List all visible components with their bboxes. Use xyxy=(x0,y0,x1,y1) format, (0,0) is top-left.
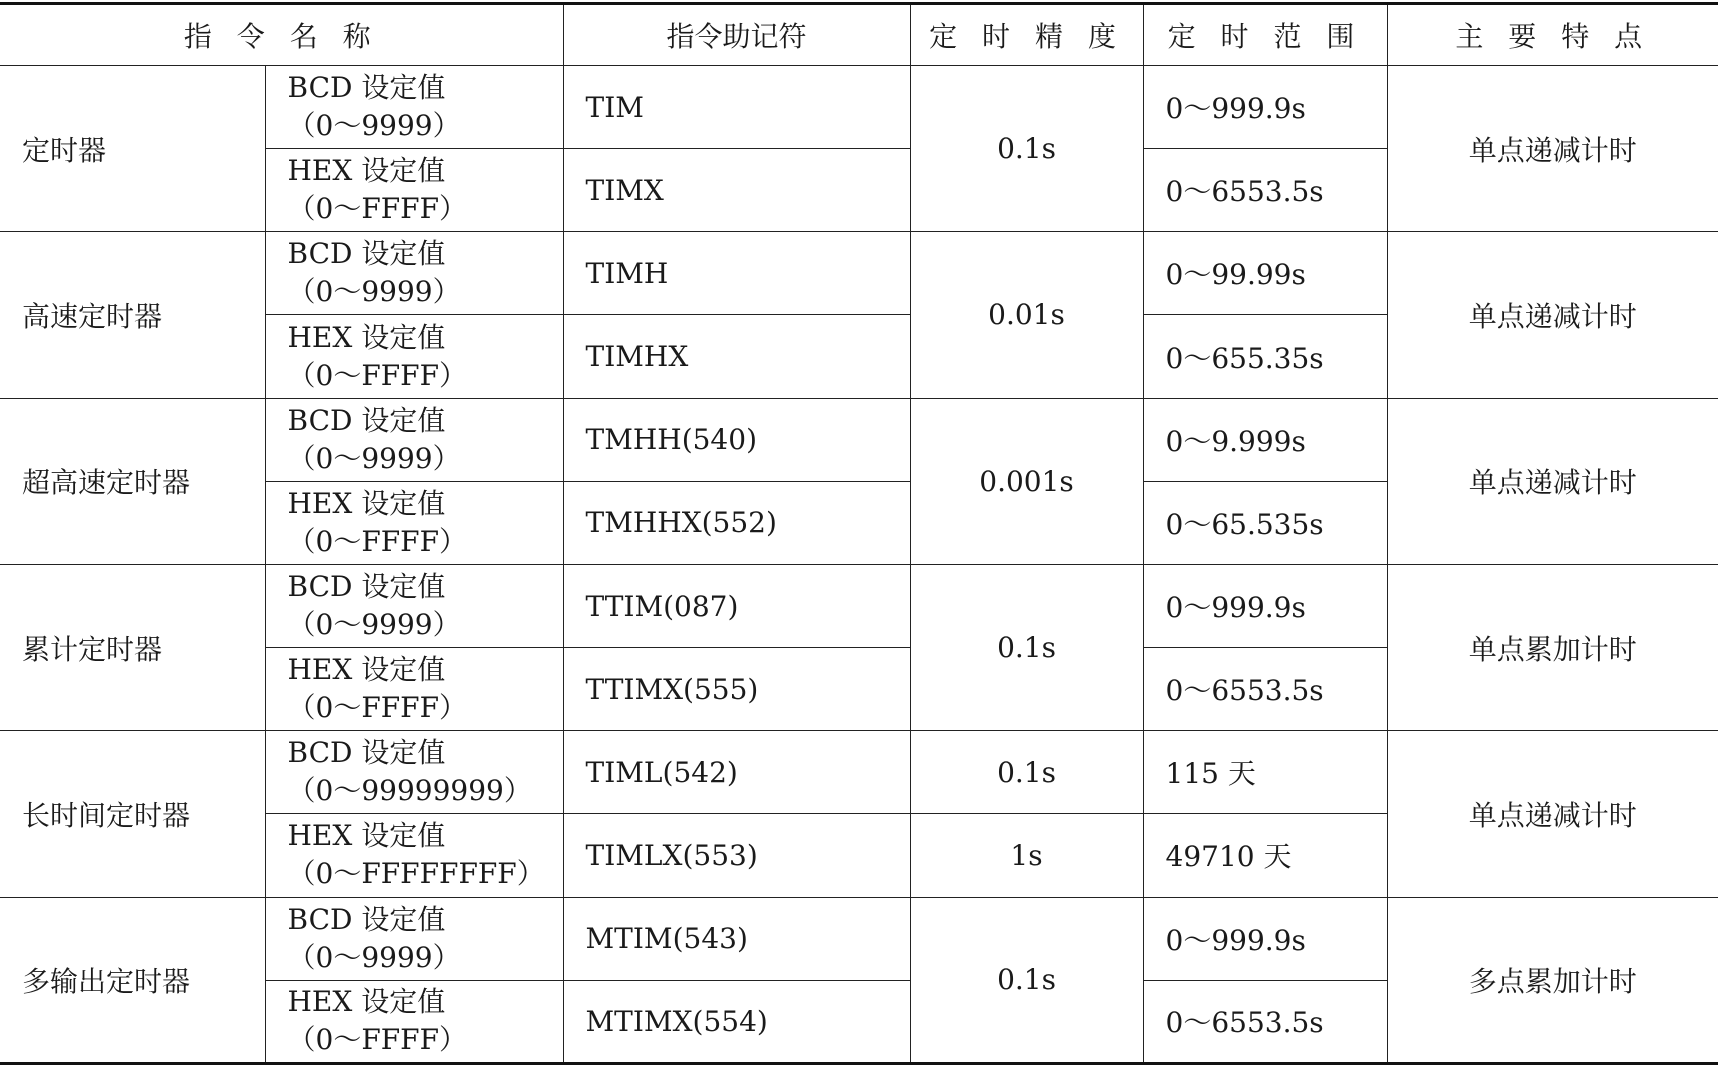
group-name: 累计定时器 xyxy=(0,564,265,730)
precision-cell: 0.1s xyxy=(910,564,1143,730)
precision-cell: 0.01s xyxy=(910,232,1143,398)
group-name: 长时间定时器 xyxy=(0,731,265,897)
table-row xyxy=(0,232,1718,315)
range-cell: 0～99.99s xyxy=(1143,232,1387,315)
mnemonic-cell: TIMHX xyxy=(563,315,910,398)
timer-instruction-table xyxy=(0,2,1718,1065)
mnemonic-cell: MTIMX(554) xyxy=(563,980,910,1063)
setting-cell xyxy=(265,648,563,731)
setting-cell xyxy=(265,149,563,232)
table-row xyxy=(0,564,1718,647)
setting-range-line: （0～9999） xyxy=(287,940,461,974)
setting-range-line: （0～9999） xyxy=(287,275,461,309)
mnemonic-cell: TIMX xyxy=(563,149,910,232)
header-precision: 定 时 精 度 xyxy=(910,4,1143,66)
precision-cell: 1s xyxy=(910,814,1143,897)
range-cell: 0～999.9s xyxy=(1143,564,1387,647)
setting-line: BCD 设定值 xyxy=(287,736,446,770)
setting-range-line: （0～FFFF） xyxy=(287,1023,468,1057)
precision-cell: 0.1s xyxy=(910,897,1143,1063)
setting-line: HEX 设定值 xyxy=(287,154,446,188)
setting-cell xyxy=(265,66,563,149)
table-header-row xyxy=(0,4,1718,66)
range-cell: 0～655.35s xyxy=(1143,315,1387,398)
setting-line: BCD 设定值 xyxy=(287,71,446,105)
header-mnemonic: 指令助记符 xyxy=(563,4,910,66)
header-range: 定 时 范 围 xyxy=(1143,4,1387,66)
group-name: 高速定时器 xyxy=(0,232,265,398)
setting-cell xyxy=(265,897,563,980)
setting-cell xyxy=(265,232,563,315)
setting-cell xyxy=(265,315,563,398)
setting-range-line: （0～99999999） xyxy=(287,774,532,808)
setting-cell xyxy=(265,814,563,897)
setting-cell xyxy=(265,731,563,814)
range-cell: 0～9.999s xyxy=(1143,398,1387,481)
feature-cell: 多点累加计时 xyxy=(1387,897,1718,1063)
setting-range-line: （0～FFFF） xyxy=(287,358,468,392)
precision-cell: 0.1s xyxy=(910,66,1143,232)
setting-line: BCD 设定值 xyxy=(287,570,446,604)
setting-range-line: （0～9999） xyxy=(287,441,461,475)
setting-line: HEX 设定值 xyxy=(287,653,446,687)
feature-cell: 单点递减计时 xyxy=(1387,66,1718,232)
mnemonic-cell: TIMLX(553) xyxy=(563,814,910,897)
mnemonic-cell: TTIM(087) xyxy=(563,564,910,647)
range-cell: 0～6553.5s xyxy=(1143,149,1387,232)
mnemonic-cell: MTIM(543) xyxy=(563,897,910,980)
group-name: 超高速定时器 xyxy=(0,398,265,564)
setting-range-line: （0～FFFF） xyxy=(287,524,468,558)
header-instruction-name: 指 令 名 称 xyxy=(0,4,563,66)
range-cell: 49710 天 xyxy=(1143,814,1387,897)
mnemonic-cell: TIM xyxy=(563,66,910,149)
table-row xyxy=(0,66,1718,149)
feature-cell: 单点递减计时 xyxy=(1387,232,1718,398)
range-cell: 0～999.9s xyxy=(1143,897,1387,980)
range-cell: 0～65.535s xyxy=(1143,481,1387,564)
setting-line: BCD 设定值 xyxy=(287,403,446,437)
feature-cell: 单点累加计时 xyxy=(1387,564,1718,730)
precision-cell: 0.001s xyxy=(910,398,1143,564)
table-row xyxy=(0,897,1718,980)
setting-cell xyxy=(265,481,563,564)
table-row xyxy=(0,398,1718,481)
setting-line: BCD 设定值 xyxy=(287,237,446,271)
mnemonic-cell: TTIMX(555) xyxy=(563,648,910,731)
mnemonic-cell: TIML(542) xyxy=(563,731,910,814)
setting-line: HEX 设定值 xyxy=(287,985,446,1019)
setting-range-line: （0～FFFFFFFF） xyxy=(287,857,545,891)
group-name: 定时器 xyxy=(0,66,265,232)
range-cell: 115 天 xyxy=(1143,731,1387,814)
range-cell: 0～6553.5s xyxy=(1143,648,1387,731)
group-name: 多输出定时器 xyxy=(0,897,265,1063)
setting-cell xyxy=(265,398,563,481)
setting-line: BCD 设定值 xyxy=(287,902,446,936)
setting-cell xyxy=(265,564,563,647)
setting-line: HEX 设定值 xyxy=(287,819,446,853)
setting-cell xyxy=(265,980,563,1063)
mnemonic-cell: TIMH xyxy=(563,232,910,315)
mnemonic-cell: TMHH(540) xyxy=(563,398,910,481)
feature-cell: 单点递减计时 xyxy=(1387,731,1718,897)
range-cell: 0～999.9s xyxy=(1143,66,1387,149)
precision-cell: 0.1s xyxy=(910,731,1143,814)
setting-range-line: （0～FFFF） xyxy=(287,691,468,725)
setting-range-line: （0～9999） xyxy=(287,608,461,642)
feature-cell: 单点递减计时 xyxy=(1387,398,1718,564)
setting-range-line: （0～FFFF） xyxy=(287,192,468,226)
table-row xyxy=(0,731,1718,814)
setting-line: HEX 设定值 xyxy=(287,486,446,520)
header-feature: 主 要 特 点 xyxy=(1387,4,1718,66)
range-cell: 0～6553.5s xyxy=(1143,980,1387,1063)
setting-range-line: （0～9999） xyxy=(287,109,461,143)
mnemonic-cell: TMHHX(552) xyxy=(563,481,910,564)
setting-line: HEX 设定值 xyxy=(287,320,446,354)
